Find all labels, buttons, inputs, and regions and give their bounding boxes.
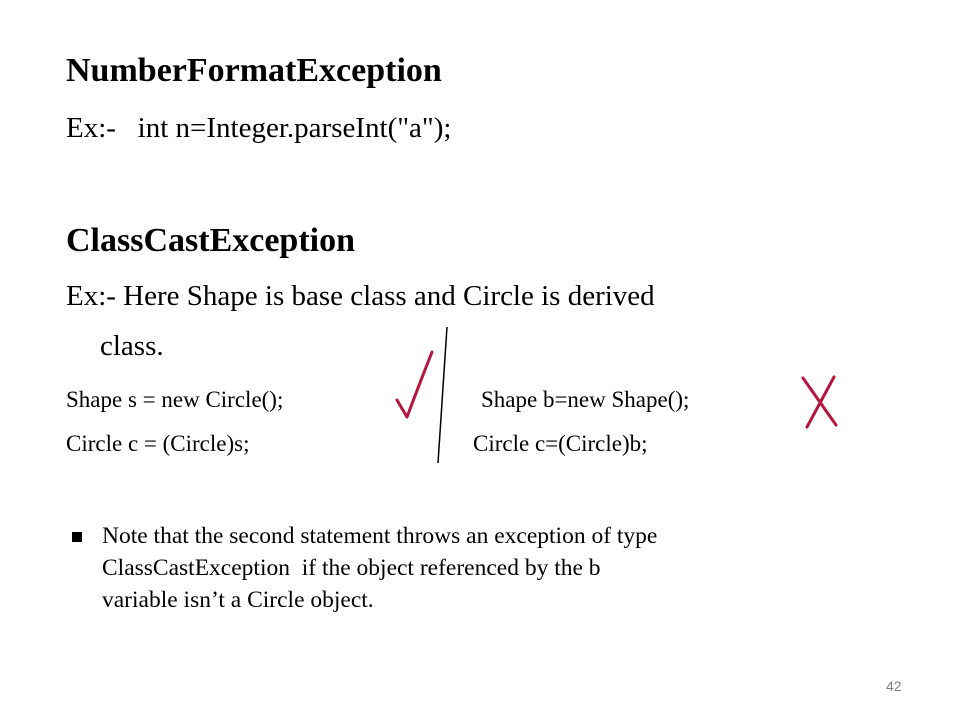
left-code-line-2: Circle c = (Circle)s; (66, 431, 250, 456)
divider-line (438, 327, 447, 463)
note-line-2: ClassCastException if the object referenced by the b (102, 555, 601, 581)
heading-numberformatexception: NumberFormatException (66, 52, 442, 89)
note-line-1: Note that the second statement throws an exception of type (102, 523, 658, 549)
bullet-square-icon (72, 532, 82, 542)
checkmark-icon (397, 352, 432, 417)
left-code-line-1: Shape s = new Circle(); (66, 387, 284, 412)
page-number: 42 (886, 678, 902, 694)
cross-icon (803, 377, 836, 427)
right-code-line-1: Shape b=new Shape(); (481, 387, 690, 412)
description-line-2: class. (100, 330, 164, 362)
right-code-line-2: Circle c=(Circle)b; (473, 431, 648, 456)
example-numberformat: Ex:- int n=Integer.parseInt("a"); (66, 112, 452, 144)
note-line-3: variable isn’t a Circle object. (102, 587, 374, 613)
heading-classcastexception: ClassCastException (66, 222, 356, 259)
description-line-1: Ex:- Here Shape is base class and Circle is derived (66, 280, 655, 312)
